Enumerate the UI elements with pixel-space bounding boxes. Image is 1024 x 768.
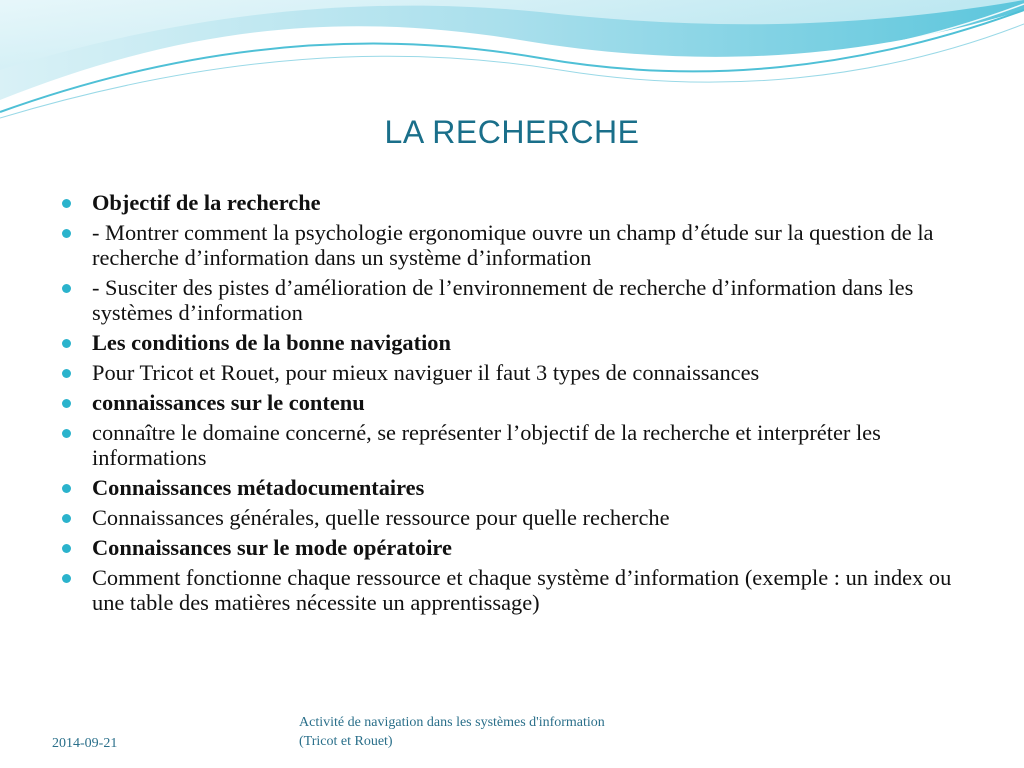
footer-text: Activité de navigation dans les systèmes d'information (Tricot et Rouet)	[299, 715, 605, 749]
bullet-dot-icon	[62, 199, 71, 208]
bullet-item	[62, 275, 972, 325]
bullet-dot-icon	[62, 574, 71, 583]
slide-title: LA RECHERCHE	[384, 114, 640, 150]
footer-date: 2014-09-21	[52, 736, 118, 751]
bullet-dot-icon	[62, 369, 71, 378]
bullet-text: connaissances sur le contenu	[92, 390, 365, 415]
bullet-dot-icon	[62, 399, 71, 408]
bullet-text: Les conditions de la bonne navigation	[92, 330, 451, 355]
bullet-text: Objectif de la recherche	[92, 190, 321, 215]
bullet-list	[62, 190, 972, 620]
bullet-text: - Montrer comment la psychologie ergonomique ouvre un champ d’étude sur la question de la recherche d’information dans un système d’information	[92, 220, 934, 270]
bullet-dot-icon	[62, 339, 71, 348]
header-wave-decoration	[0, 0, 1024, 130]
bullet-item	[62, 360, 972, 385]
bullet-item	[62, 220, 972, 270]
bullet-dot-icon	[62, 544, 71, 553]
bullet-text: Comment fonctionne chaque ressource et chaque système d’information (exemple : un index ou une table des matières nécessite un apprentissage)	[92, 565, 952, 615]
bullet-dot-icon	[62, 429, 71, 438]
bullet-item	[62, 330, 972, 355]
bullet-dot-icon	[62, 284, 71, 293]
bullet-item	[62, 475, 972, 500]
bullet-text: Connaissances sur le mode opératoire	[92, 535, 452, 560]
bullet-item	[62, 505, 972, 530]
bullet-text: Connaissances métadocumentaires	[92, 475, 425, 500]
bullet-item	[62, 535, 972, 560]
bullet-item	[62, 190, 972, 215]
bullet-text: connaître le domaine concerné, se représenter l’objectif de la recherche et interpréter les informations	[92, 420, 881, 470]
bullet-text: Pour Tricot et Rouet, pour mieux naviguer il faut 3 types de connaissances	[92, 360, 760, 385]
bullet-dot-icon	[62, 229, 71, 238]
bullet-item	[62, 565, 972, 615]
bullet-dot-icon	[62, 514, 71, 523]
bullet-text: - Susciter des pistes d’amélioration de l’environnement de recherche d’information dans les systèmes d’information	[92, 275, 914, 325]
bullet-item	[62, 420, 972, 470]
bullet-item	[62, 390, 972, 415]
bullet-text: Connaissances générales, quelle ressource pour quelle recherche	[92, 505, 670, 530]
bullet-dot-icon	[62, 484, 71, 493]
